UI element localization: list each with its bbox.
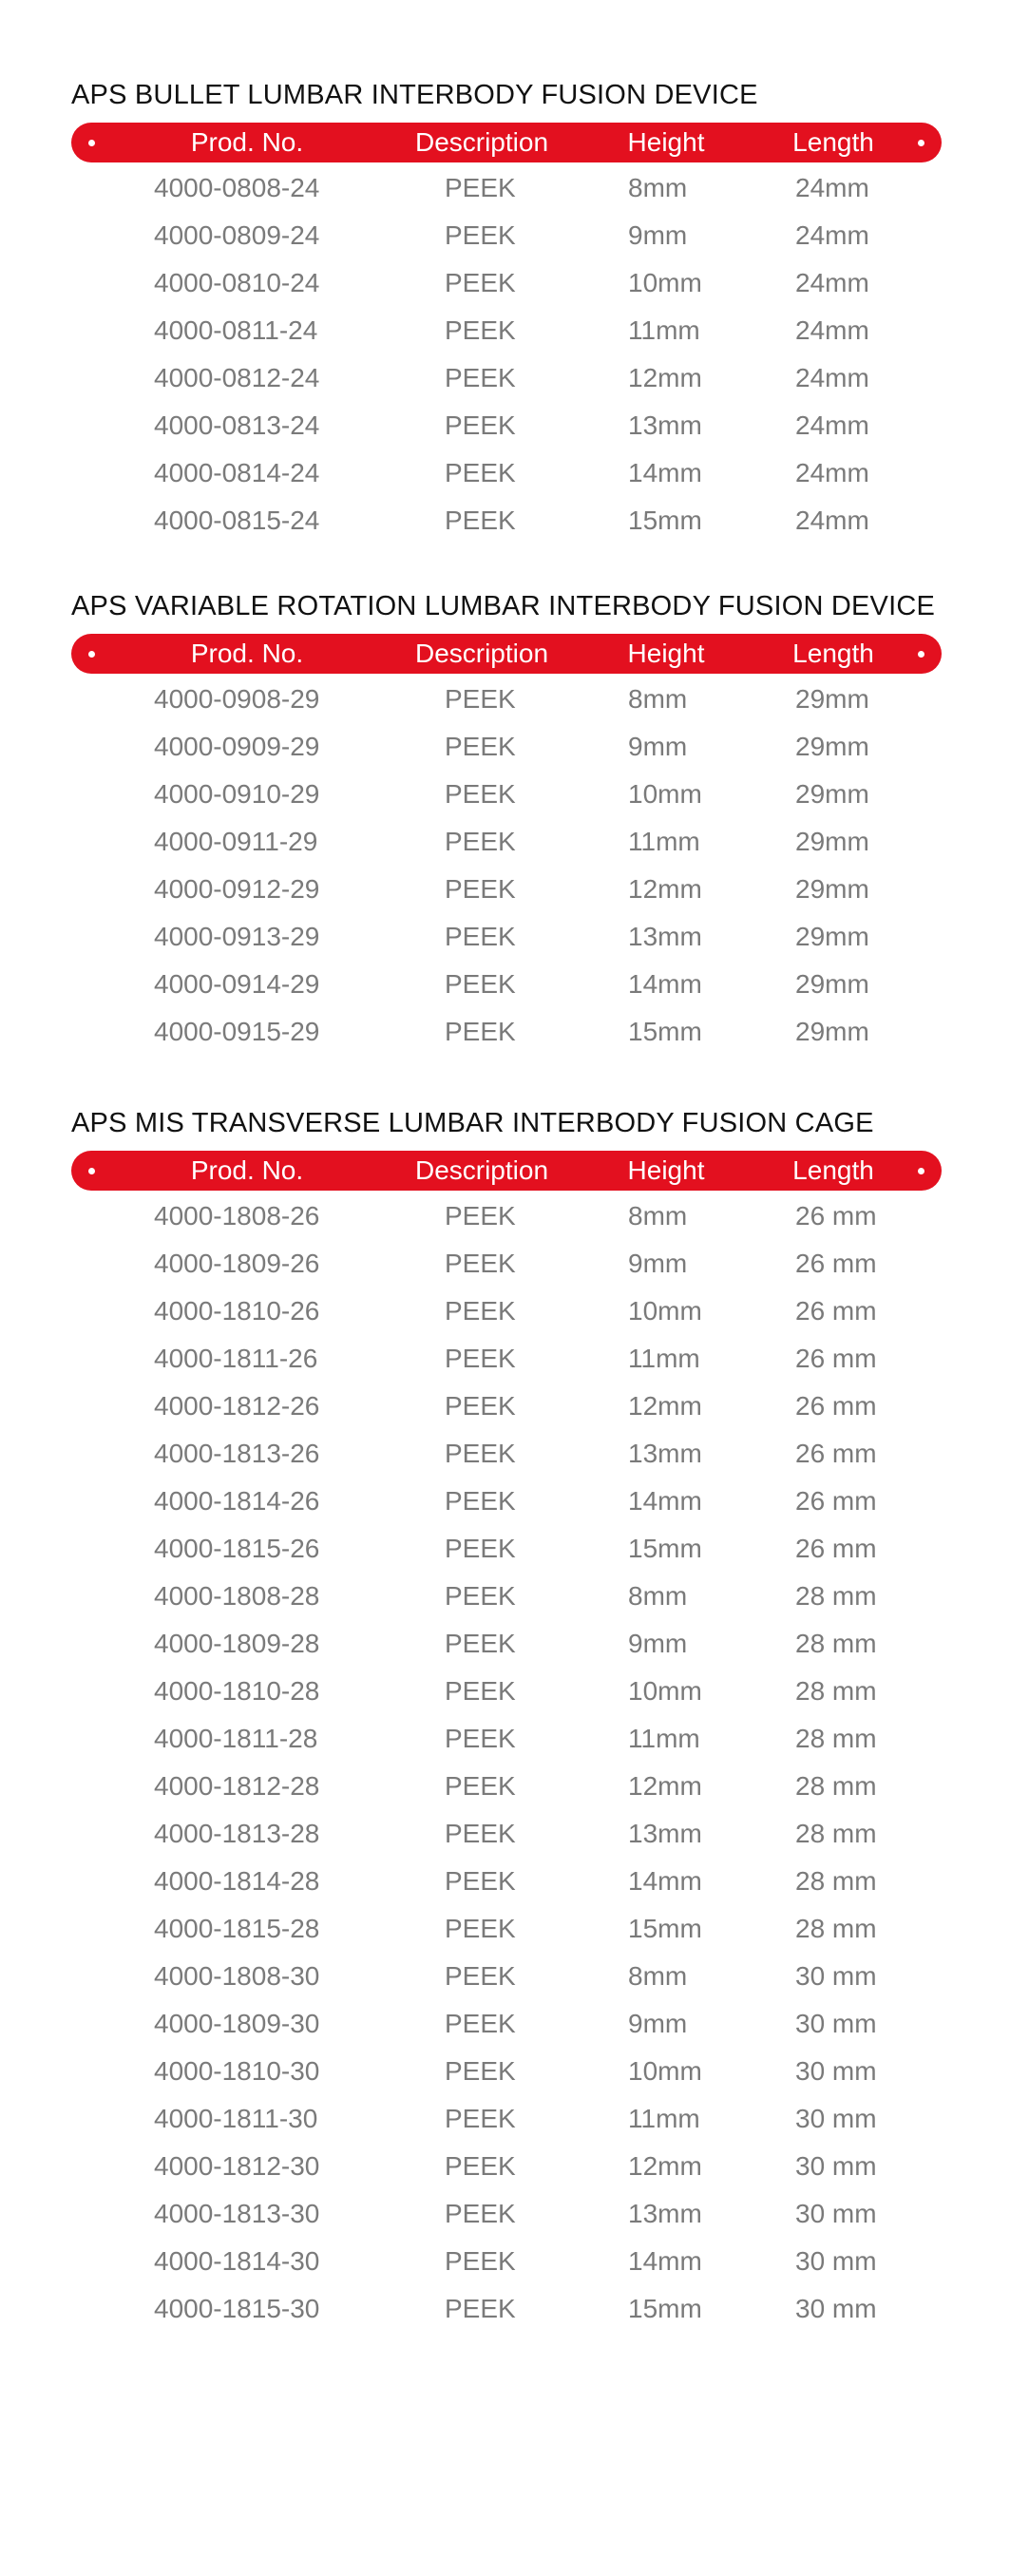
cell-height: 11mm <box>628 1724 700 1753</box>
cell-height: 11mm <box>628 2104 700 2133</box>
cell-length: 28 mm <box>795 1581 877 1611</box>
cell-height: 9mm <box>628 220 688 250</box>
cell-desc: PEEK <box>445 2151 516 2181</box>
cell-length: 30 mm <box>795 1961 877 1991</box>
table-row <box>0 723 1010 771</box>
section-title: APS MIS TRANSVERSE LUMBAR INTERBODY FUSION CAGE <box>71 1108 874 1138</box>
table-row <box>0 1573 1010 1620</box>
bullet-dot-icon <box>88 651 95 658</box>
cell-prod: 4000-1815-26 <box>154 1534 320 1563</box>
cell-desc: PEEK <box>445 2199 516 2228</box>
cell-height: 10mm <box>628 2056 702 2086</box>
table-row <box>0 1430 1010 1478</box>
cell-height: 14mm <box>628 458 702 487</box>
cell-height: 11mm <box>628 315 700 345</box>
column-header-length: Length <box>792 127 874 157</box>
cell-height: 9mm <box>628 1629 688 1658</box>
table-row <box>0 1763 1010 1810</box>
cell-desc: PEEK <box>445 410 516 440</box>
cell-desc: PEEK <box>445 2294 516 2323</box>
cell-prod: 4000-0814-24 <box>154 458 320 487</box>
cell-desc: PEEK <box>445 506 516 535</box>
table-row <box>0 354 1010 402</box>
cell-height: 13mm <box>628 1439 702 1468</box>
cell-prod: 4000-1811-26 <box>154 1344 318 1373</box>
cell-prod: 4000-1810-28 <box>154 1676 320 1706</box>
column-header-prod: Prod. No. <box>190 1155 304 1185</box>
cell-prod: 4000-1811-28 <box>154 1724 318 1753</box>
cell-desc: PEEK <box>445 1866 516 1896</box>
table-row <box>0 1525 1010 1573</box>
column-header-length: Length <box>792 639 874 668</box>
table-row <box>0 1288 1010 1335</box>
cell-length: 30 mm <box>795 2056 877 2086</box>
cell-desc: PEEK <box>445 1201 516 1231</box>
cell-prod: 4000-1814-30 <box>154 2246 320 2276</box>
cell-desc: PEEK <box>445 2056 516 2086</box>
column-header-prod: Prod. No. <box>190 639 304 668</box>
cell-prod: 4000-1810-30 <box>154 2056 320 2086</box>
cell-prod: 4000-0815-24 <box>154 506 320 535</box>
cell-height: 15mm <box>628 1534 702 1563</box>
cell-prod: 4000-0912-29 <box>154 874 320 904</box>
cell-prod: 4000-1808-30 <box>154 1961 320 1991</box>
cell-length: 30 mm <box>795 2199 877 2228</box>
table-row <box>0 2000 1010 2048</box>
cell-prod: 4000-1812-30 <box>154 2151 320 2181</box>
cell-height: 8mm <box>628 1201 688 1231</box>
cell-length: 28 mm <box>795 1676 877 1706</box>
cell-desc: PEEK <box>445 969 516 999</box>
table-row <box>0 2190 1010 2238</box>
table-row <box>0 1620 1010 1668</box>
bullet-dot-icon <box>918 651 924 658</box>
cell-desc: PEEK <box>445 1771 516 1801</box>
table-row <box>0 1240 1010 1288</box>
cell-desc: PEEK <box>445 220 516 250</box>
table-row <box>0 1383 1010 1430</box>
cell-desc: PEEK <box>445 684 516 714</box>
cell-prod: 4000-1808-28 <box>154 1581 320 1611</box>
cell-prod: 4000-1812-26 <box>154 1391 320 1421</box>
cell-length: 29mm <box>795 779 869 809</box>
table-row <box>0 913 1010 961</box>
cell-desc: PEEK <box>445 1391 516 1421</box>
column-header-prod: Prod. No. <box>190 127 304 157</box>
cell-length: 28 mm <box>795 1914 877 1943</box>
cell-desc: PEEK <box>445 458 516 487</box>
cell-length: 26 mm <box>795 1486 877 1516</box>
table-row <box>0 212 1010 259</box>
bullet-dot-icon <box>918 140 924 146</box>
cell-length: 28 mm <box>795 1724 877 1753</box>
cell-desc: PEEK <box>445 1344 516 1373</box>
cell-desc: PEEK <box>445 315 516 345</box>
cell-length: 28 mm <box>795 1771 877 1801</box>
cell-height: 9mm <box>628 732 688 761</box>
cell-prod: 4000-0910-29 <box>154 779 320 809</box>
cell-desc: PEEK <box>445 1296 516 1326</box>
cell-prod: 4000-1812-28 <box>154 1771 320 1801</box>
cell-prod: 4000-1813-28 <box>154 1819 320 1848</box>
cell-desc: PEEK <box>445 1676 516 1706</box>
column-header-height: Height <box>627 127 705 157</box>
cell-length: 24mm <box>795 506 869 535</box>
cell-length: 30 mm <box>795 2151 877 2181</box>
cell-desc: PEEK <box>445 2246 516 2276</box>
cell-length: 24mm <box>795 410 869 440</box>
cell-length: 24mm <box>795 220 869 250</box>
column-header-height: Height <box>627 1155 705 1185</box>
cell-length: 24mm <box>795 363 869 392</box>
table-row <box>0 2048 1010 2095</box>
cell-length: 30 mm <box>795 2246 877 2276</box>
cell-length: 24mm <box>795 458 869 487</box>
table-row <box>0 2095 1010 2143</box>
cell-length: 28 mm <box>795 1819 877 1848</box>
cell-prod: 4000-0915-29 <box>154 1017 320 1046</box>
cell-desc: PEEK <box>445 779 516 809</box>
bullet-dot-icon <box>88 1168 95 1174</box>
cell-desc: PEEK <box>445 1629 516 1658</box>
cell-desc: PEEK <box>445 2009 516 2038</box>
cell-prod: 4000-0808-24 <box>154 173 320 202</box>
cell-prod: 4000-1811-30 <box>154 2104 318 2133</box>
cell-height: 9mm <box>628 1249 688 1278</box>
table-row <box>0 2238 1010 2285</box>
cell-length: 24mm <box>795 315 869 345</box>
cell-desc: PEEK <box>445 1534 516 1563</box>
cell-length: 26 mm <box>795 1534 877 1563</box>
cell-desc: PEEK <box>445 922 516 951</box>
table-row <box>0 449 1010 497</box>
section-title: APS BULLET LUMBAR INTERBODY FUSION DEVICE <box>71 80 758 110</box>
cell-prod: 4000-0913-29 <box>154 922 320 951</box>
cell-height: 13mm <box>628 922 702 951</box>
cell-length: 29mm <box>795 969 869 999</box>
cell-length: 30 mm <box>795 2009 877 2038</box>
table-row <box>0 307 1010 354</box>
table-row <box>0 259 1010 307</box>
cell-height: 10mm <box>628 779 702 809</box>
cell-height: 12mm <box>628 363 702 392</box>
cell-height: 8mm <box>628 1961 688 1991</box>
cell-length: 26 mm <box>795 1344 877 1373</box>
bullet-dot-icon <box>88 140 95 146</box>
cell-length: 28 mm <box>795 1629 877 1658</box>
cell-prod: 4000-1813-26 <box>154 1439 320 1468</box>
cell-prod: 4000-0909-29 <box>154 732 320 761</box>
column-header-length: Length <box>792 1155 874 1185</box>
table-row <box>0 1478 1010 1525</box>
cell-desc: PEEK <box>445 363 516 392</box>
table-row <box>0 1715 1010 1763</box>
table-row <box>0 1008 1010 1056</box>
cell-prod: 4000-1815-28 <box>154 1914 320 1943</box>
cell-prod: 4000-1810-26 <box>154 1296 320 1326</box>
cell-prod: 4000-0911-29 <box>154 827 318 856</box>
cell-height: 9mm <box>628 2009 688 2038</box>
table-row <box>0 1335 1010 1383</box>
cell-desc: PEEK <box>445 1249 516 1278</box>
cell-prod: 4000-1809-30 <box>154 2009 320 2038</box>
cell-prod: 4000-1813-30 <box>154 2199 320 2228</box>
cell-desc: PEEK <box>445 1724 516 1753</box>
cell-height: 11mm <box>628 827 700 856</box>
cell-height: 12mm <box>628 2151 702 2181</box>
cell-height: 14mm <box>628 969 702 999</box>
cell-desc: PEEK <box>445 732 516 761</box>
cell-height: 12mm <box>628 1391 702 1421</box>
table-row <box>0 818 1010 866</box>
table-row <box>0 1953 1010 2000</box>
cell-desc: PEEK <box>445 1439 516 1468</box>
cell-height: 8mm <box>628 1581 688 1611</box>
table-row <box>0 497 1010 544</box>
table-row <box>0 1858 1010 1905</box>
cell-height: 14mm <box>628 1486 702 1516</box>
table-row <box>0 164 1010 212</box>
bullet-dot-icon <box>918 1168 924 1174</box>
cell-height: 13mm <box>628 1819 702 1848</box>
table-row <box>0 1668 1010 1715</box>
cell-desc: PEEK <box>445 1819 516 1848</box>
column-header-desc: Description <box>414 127 549 157</box>
table-row <box>0 771 1010 818</box>
cell-length: 29mm <box>795 874 869 904</box>
cell-length: 26 mm <box>795 1296 877 1326</box>
column-header-desc: Description <box>414 639 549 668</box>
table-header-bar <box>71 1151 942 1191</box>
cell-length: 30 mm <box>795 2294 877 2323</box>
cell-prod: 4000-0813-24 <box>154 410 320 440</box>
cell-length: 28 mm <box>795 1866 877 1896</box>
cell-prod: 4000-0809-24 <box>154 220 320 250</box>
cell-prod: 4000-1815-30 <box>154 2294 320 2323</box>
table-header-bar <box>71 123 942 162</box>
cell-height: 12mm <box>628 1771 702 1801</box>
cell-desc: PEEK <box>445 1581 516 1611</box>
cell-height: 13mm <box>628 2199 702 2228</box>
column-header-desc: Description <box>414 1155 549 1185</box>
cell-prod: 4000-1814-28 <box>154 1866 320 1896</box>
cell-height: 8mm <box>628 684 688 714</box>
table-row <box>0 1810 1010 1858</box>
cell-desc: PEEK <box>445 2104 516 2133</box>
cell-desc: PEEK <box>445 1914 516 1943</box>
cell-prod: 4000-0908-29 <box>154 684 320 714</box>
cell-prod: 4000-0810-24 <box>154 268 320 297</box>
table-row <box>0 676 1010 723</box>
cell-length: 26 mm <box>795 1201 877 1231</box>
cell-length: 29mm <box>795 1017 869 1046</box>
cell-height: 8mm <box>628 173 688 202</box>
cell-desc: PEEK <box>445 874 516 904</box>
cell-length: 26 mm <box>795 1439 877 1468</box>
cell-height: 10mm <box>628 1676 702 1706</box>
cell-prod: 4000-1809-26 <box>154 1249 320 1278</box>
cell-prod: 4000-0811-24 <box>154 315 318 345</box>
cell-desc: PEEK <box>445 268 516 297</box>
cell-height: 13mm <box>628 410 702 440</box>
cell-prod: 4000-0914-29 <box>154 969 320 999</box>
table-row <box>0 1193 1010 1240</box>
cell-length: 29mm <box>795 732 869 761</box>
cell-height: 11mm <box>628 1344 700 1373</box>
cell-prod: 4000-1814-26 <box>154 1486 320 1516</box>
cell-desc: PEEK <box>445 1486 516 1516</box>
table-header-bar <box>71 634 942 674</box>
cell-length: 26 mm <box>795 1249 877 1278</box>
cell-length: 29mm <box>795 827 869 856</box>
cell-height: 10mm <box>628 268 702 297</box>
cell-prod: 4000-0812-24 <box>154 363 320 392</box>
cell-length: 30 mm <box>795 2104 877 2133</box>
cell-length: 24mm <box>795 173 869 202</box>
cell-height: 15mm <box>628 1914 702 1943</box>
cell-desc: PEEK <box>445 173 516 202</box>
section-title: APS VARIABLE ROTATION LUMBAR INTERBODY FUSION DEVICE <box>71 591 936 621</box>
cell-height: 10mm <box>628 1296 702 1326</box>
cell-length: 26 mm <box>795 1391 877 1421</box>
cell-desc: PEEK <box>445 1017 516 1046</box>
cell-height: 15mm <box>628 1017 702 1046</box>
cell-length: 29mm <box>795 922 869 951</box>
table-row <box>0 866 1010 913</box>
column-header-height: Height <box>627 639 705 668</box>
cell-height: 14mm <box>628 1866 702 1896</box>
cell-prod: 4000-1808-26 <box>154 1201 320 1231</box>
cell-length: 29mm <box>795 684 869 714</box>
cell-height: 15mm <box>628 2294 702 2323</box>
cell-desc: PEEK <box>445 827 516 856</box>
cell-height: 12mm <box>628 874 702 904</box>
cell-height: 14mm <box>628 2246 702 2276</box>
table-row <box>0 2285 1010 2333</box>
cell-desc: PEEK <box>445 1961 516 1991</box>
table-row <box>0 402 1010 449</box>
cell-height: 15mm <box>628 506 702 535</box>
cell-length: 24mm <box>795 268 869 297</box>
cell-prod: 4000-1809-28 <box>154 1629 320 1658</box>
table-row <box>0 2143 1010 2190</box>
table-row <box>0 961 1010 1008</box>
table-row <box>0 1905 1010 1953</box>
